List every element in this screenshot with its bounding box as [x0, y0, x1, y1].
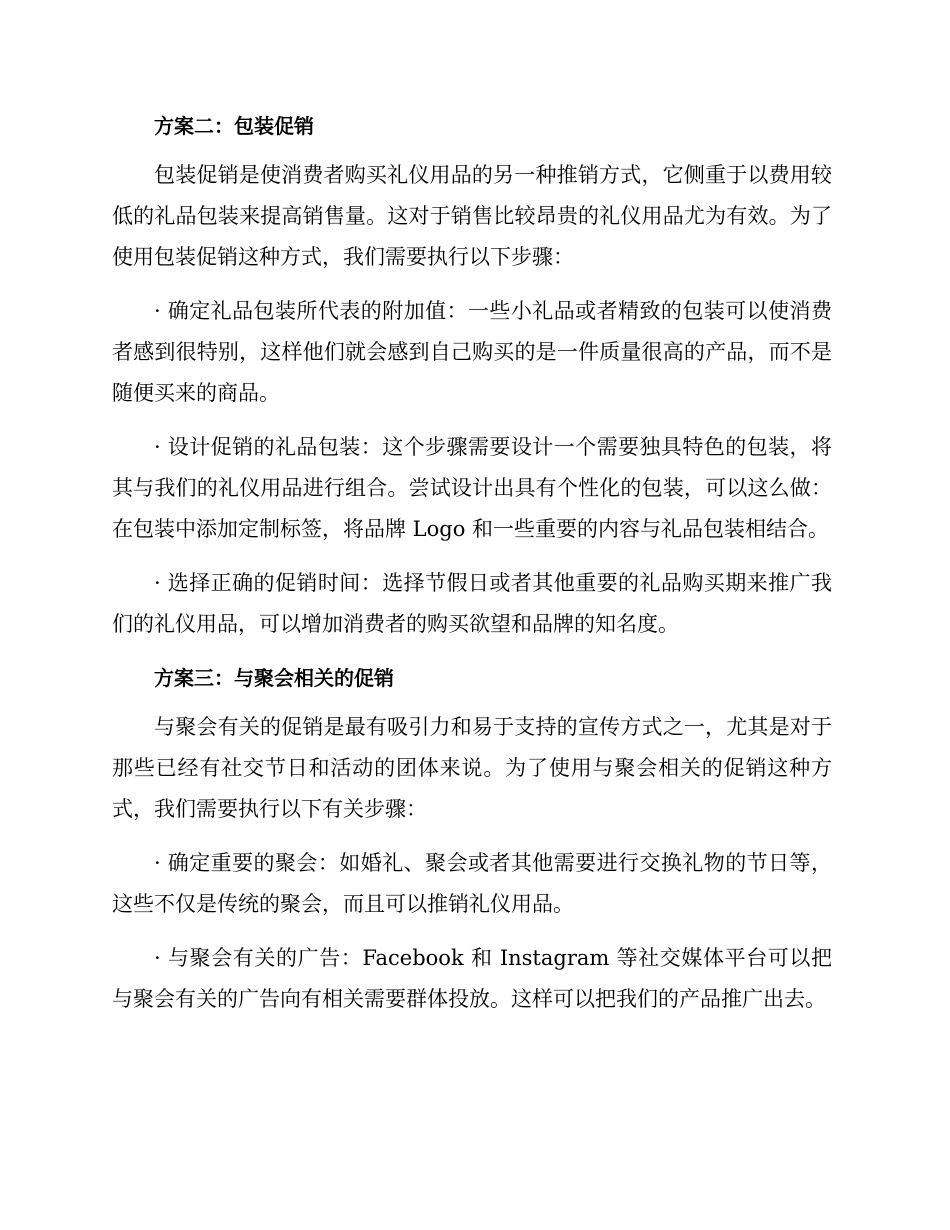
section-heading-packaging: 方案二：包装促销: [154, 114, 314, 138]
bullet-packaging-design: · 设计促销的礼品包装：这个步骤需要设计一个需要独具特色的包装，将其与我们的礼仪用品进行组合。尝试设计出具有个性化的包装，可以这么做：在包装中添加定制标签，将品牌 Logo 和一些重要的内容与礼品包装相结合。: [112, 435, 832, 541]
bullet-packaging-timing: · 选择正确的促销时间：选择节假日或者其他重要的礼品购买期来推广我们的礼仪用品，可以增加消费者的购买欲望和品牌的知名度。: [112, 571, 832, 636]
section-intro-packaging: 包装促销是使消费者购买礼仪用品的另一种推销方式，它侧重于以费用较低的礼品包装来提高销售量。这对于销售比较昂贵的礼仪用品尤为有效。为了使用包装促销这种方式，我们需要执行以下步骤：: [112, 163, 832, 269]
bullet-packaging-value: · 确定礼品包装所代表的附加值：一些小礼品或者精致的包装可以使消费者感到很特别，这样他们就会感到自己购买的是一件质量很高的产品，而不是随便买来的商品。: [112, 299, 832, 405]
section-intro-party: 与聚会有关的促销是最有吸引力和易于支持的宣传方式之一，尤其是对于那些已经有社交节日和活动的团体来说。为了使用与聚会相关的促销这种方式，我们需要执行以下有关步骤：: [112, 715, 832, 821]
bullet-party-ads: · 与聚会有关的广告：Facebook 和 Instagram 等社交媒体平台可以把与聚会有关的广告向有相关需要群体投放。这样可以把我们的产品推广出去。: [112, 946, 832, 1011]
document-body: [112, 106, 832, 1033]
section-heading-party: 方案三：与聚会相关的促销: [154, 666, 394, 690]
bullet-party-events: · 确定重要的聚会：如婚礼、聚会或者其他需要进行交换礼物的节日等，这些不仅是传统的聚会，而且可以推销礼仪用品。: [112, 851, 832, 916]
